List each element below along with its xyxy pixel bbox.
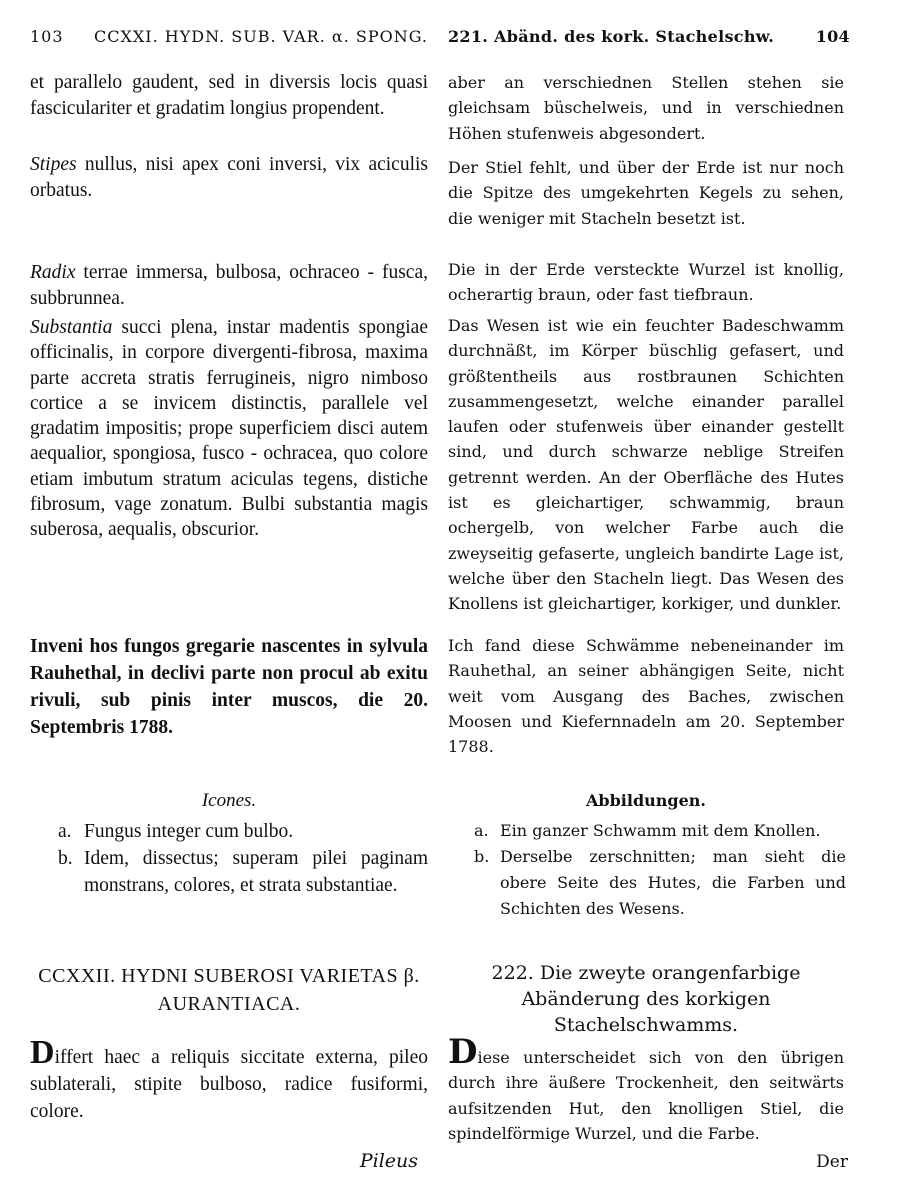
latin-dropcap: D bbox=[30, 1034, 55, 1071]
german-paragraph-diese bbox=[448, 1032, 844, 1146]
icones-letter-b: b. bbox=[58, 848, 73, 869]
latin-differt-text: iffert haec a reliquis siccitate externa, pileo sublaterali, stipite bulboso, radice fusiformi, colore. bbox=[30, 1047, 428, 1122]
latin-term-radix: Radix bbox=[30, 262, 76, 283]
abbildungen-list bbox=[474, 818, 846, 922]
latin-paragraph-differt bbox=[30, 1034, 428, 1125]
icones-heading: Icones. bbox=[201, 790, 257, 811]
left-running-title: CCXXI. HYDN. SUB. VAR. α. SPONG. bbox=[94, 26, 428, 46]
icones-list bbox=[58, 818, 428, 899]
german-paragraph-1: aber an verschiednen Stellen stehen sie gleichsam büschelweis, und in verschiednen Höhen stufenweis abgesondert. bbox=[448, 73, 844, 143]
abbildungen-heading: Abbildungen. bbox=[586, 791, 706, 810]
latin-stipes-text: nullus, nisi apex coni inversi, vix aciculis orbatus. bbox=[30, 154, 428, 201]
abbildungen-text-b: Derselbe zerschnitten; man sieht die obere Seite des Hutes, die Farben und Schichten des Wesens. bbox=[500, 847, 846, 918]
latin-paragraph-1: et parallelo gaudent, sed in diversis locis quasi fasciculariter et gradatim longius propendent. bbox=[30, 72, 428, 119]
latin-substantia-text: succi plena, instar madentis spongiae officinalis, in corpore divergenti-fibrosa, maxima parte accreta stratis ferrugineis, nigro nimboso cortice a se invicem distinctis, parallele vel gradatim impositis; prope superficiem disci autem aequalior, spongiosa, fusco - ochracea, quo colore etiam imbutum stratum aciculas tegens, distiche fibrosum, vage zonatum. Bulbi substantia magis suberosa, aequalis, obscurior. bbox=[30, 317, 428, 541]
left-running-header bbox=[30, 22, 428, 50]
latin-term-stipes: Stipes bbox=[30, 154, 77, 175]
left-page-number: 103 bbox=[30, 26, 64, 46]
german-paragraph-stiel: Der Stiel fehlt, und über der Erde ist nur noch die Spitze des umgekehrten Kegels zu sehen, die weniger mit Stacheln besetzt ist. bbox=[448, 158, 844, 228]
abbildungen-text-a: Ein ganzer Schwamm mit dem Knollen. bbox=[500, 821, 821, 840]
latin-section-title: CCXXII. HYDNI SUBEROSI VARIETAS β. AURANTIACA. bbox=[38, 965, 420, 1015]
german-paragraph-wesen: Das Wesen ist wie ein feuchter Badeschwamm durchnäßt, im Körper büschlig gefasert, und größtentheils aus rostbraunen Schichten zusammengesetzt, welche einander parallel laufen oder stufenweis über einander gestellt sind, und durch schwarze neblige Streifen getrennt werden. An der Oberfläche des Hutes ist es gleichartiger, schwammig, braun ochergelb, von welcher Farbe auch die zweyseitig gefaserte, ungleich bandirte Lage ist, welche über den Stacheln liegt. Das Wesen des Knollens ist gleichartiger, korkiger, und dunkler. bbox=[448, 316, 844, 614]
right-running-title: 221. Abänd. des kork. Stachelschw. bbox=[448, 26, 775, 46]
german-diese-text: iese unterscheidet sich von den übrigen durch ihre äußere Trockenheit, den seitwärts aufsitzenden Hut, den knolligen Stiel, die spindelförmige Wurzel, und die Farbe. bbox=[448, 1048, 844, 1143]
latin-radix-text: terrae immersa, bulbosa, ochraceo - fusca, subbrunnea. bbox=[30, 262, 428, 309]
right-running-header bbox=[448, 22, 850, 50]
abbildungen-item-a bbox=[474, 818, 846, 844]
german-paragraph-wurzel: Die in der Erde versteckte Wurzel ist knollig, ocherartig braun, oder fast tiefbraun. bbox=[448, 260, 844, 305]
german-dropcap: D bbox=[448, 1032, 478, 1072]
german-paragraph-fund: Ich fand diese Schwämme nebeneinander im Rauhethal, an seiner abhängigen Seite, nicht weit vom Ausgang des Baches, zwischen Moosen und Kiefernnadeln am 20. September 1788. bbox=[448, 636, 844, 757]
right-page-number: 104 bbox=[815, 26, 850, 46]
abbildungen-letter-b: b. bbox=[474, 847, 490, 866]
icones-item-b bbox=[58, 845, 428, 899]
latin-term-substantia: Substantia bbox=[30, 317, 113, 338]
latin-paragraph-inveni: Inveni hos fungos gregarie nascentes in sylvula Rauhethal, in declivi parte non procul ab exitu rivuli, sub pinis inter muscos, die 20. Septembris 1788. bbox=[30, 636, 428, 738]
icones-letter-a: a. bbox=[58, 821, 72, 842]
abbildungen-letter-a: a. bbox=[474, 821, 489, 840]
german-section-title: 222. Die zweyte orangenfarbige Abänderung des korkigen Stachelschwamms. bbox=[491, 962, 801, 1036]
german-catchword: Der bbox=[816, 1152, 848, 1172]
icones-text-b: Idem, dissectus; superam pilei paginam monstrans, colores, et strata substantiae. bbox=[84, 848, 428, 896]
latin-catchword: Pileus bbox=[359, 1150, 418, 1172]
icones-text-a: Fungus integer cum bulbo. bbox=[84, 821, 294, 842]
latin-paragraph-radix bbox=[30, 260, 428, 311]
latin-paragraph-stipes bbox=[30, 152, 428, 203]
latin-paragraph-substantia bbox=[30, 315, 428, 543]
abbildungen-item-b bbox=[474, 844, 846, 922]
icones-item-a bbox=[58, 818, 428, 845]
